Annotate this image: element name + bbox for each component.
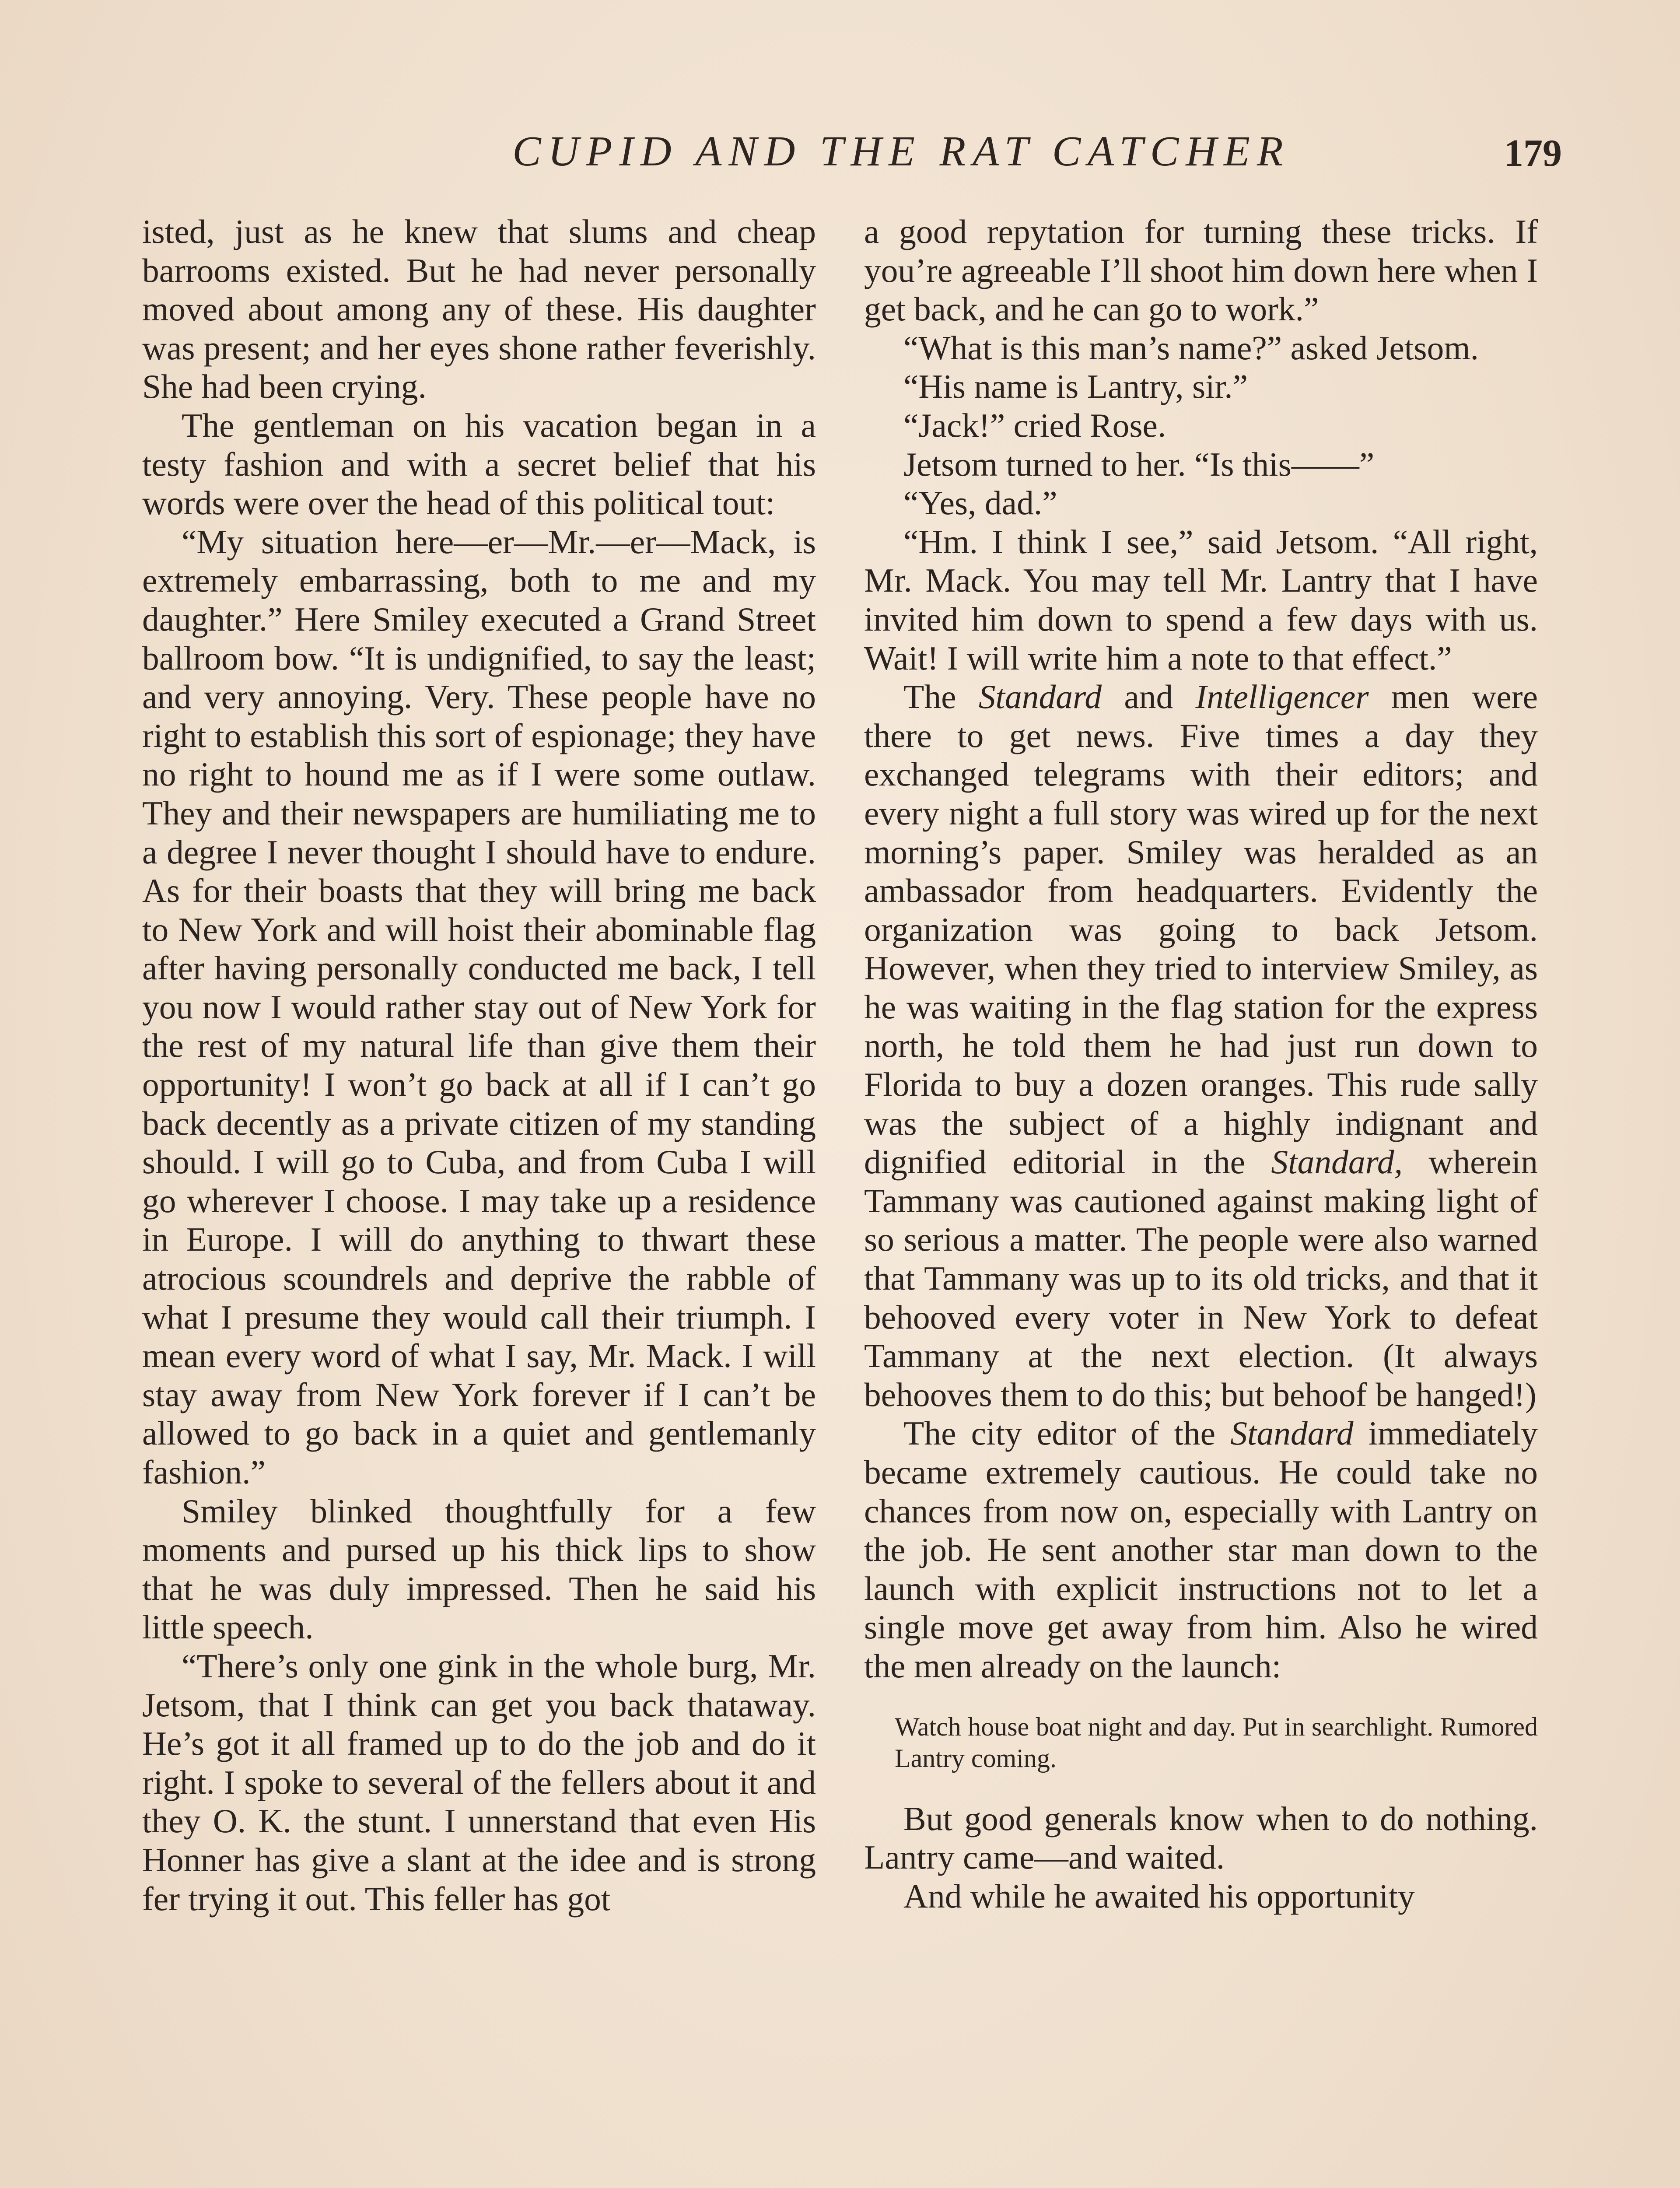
paragraph: Smiley blinked thoughtfully for a few moments and pursed up his thick lips to show that he was duly impressed. Then he said his little speech. (142, 1492, 816, 1646)
newspaper-name: Standard, (1271, 1143, 1403, 1181)
paragraph: isted, just as he knew that slums and cheap barrooms existed. But he had never personally moved about among any of these. His daughter was present; and her eyes shone rather feverishly. She had been crying. (142, 213, 816, 406)
paragraph: The gentleman on his vacation began in a testy fashion and with a secret belief that his words were over the head of this political tout: (142, 406, 816, 522)
paragraph: But good generals know when to do nothing. Lantry came—and waited. (864, 1799, 1538, 1876)
right-column (864, 212, 1538, 1915)
paragraph: “There’s only one gink in the whole burg, Mr. Jetsom, that I think can get you back thataway. He’s got it all framed up to do the job and do it right. I spoke to several of the fellers about it and they O. K. the stunt. I unnerstand that even His Honner has give a slant at the idee and is strong fer trying it out. This feller has got (142, 1647, 816, 1918)
running-title: CUPID AND THE RAT CATCHER (512, 128, 1290, 175)
paragraph: “His name is Lantry, sir.” (903, 368, 1248, 406)
newspaper-name: Intelligencer (1195, 678, 1369, 716)
text-run: men were there to get news. Five times a day they exchanged telegrams with their editors; and every night a full story was wired up for the next morning’s paper. Smiley was heralded as an ambassador from headquarters. Evidently the organization was going to back Jetsom. However, when they tried to interview Smiley, as he was waiting in the flag station for the express north, he told them he had just run down to Florida to buy a dozen oranges. This rude sally was the subject of a highly indignant and dignified editorial in the (864, 678, 1538, 1181)
newspaper-name: Standard (1230, 1414, 1354, 1452)
text-run: and (1102, 678, 1196, 716)
paragraph: Jetsom turned to her. “Is this——” (903, 445, 1375, 483)
paragraph: “My situation here—er—Mr.—er—Mack, is extremely embarrassing, both to me and my daughter.” Here Smiley executed a Grand Street ballroom bow. “It is undignified, to say the least; and very annoying. Very. These people have no right to establish this sort of espionage; they have no right to hound me as if I were some outlaw. They and their newspapers are humiliating me to a degree I never thought I should have to endure. As for their boasts that they will bring me back to New York and will hoist their abominable flag after having personally conducted me back, I tell you now I would rather stay out of New York for the rest of my natural life than give them their opportunity! I won’t go back at all if I can’t go back decently as a private citizen of my standing should. I will go to Cuba, and from Cuba I will go wherever I choose. I may take up a residence in Europe. I will do anything to thwart these atrocious scoundrels and deprive the rabble of what I presume they would call their triumph. I mean every word of what I say, Mr. Mack. I will stay away from New York forever if I can’t be allowed to go back in a quiet and gentlemanly fashion.” (142, 522, 816, 1491)
paragraph: “Yes, dad.” (903, 484, 1057, 522)
telegram-quote: Watch house boat night and day. Put in searchlight. Rumored Lantry coming. (895, 1712, 1538, 1773)
page-header (131, 127, 1575, 193)
text-run: The city editor of the (903, 1414, 1231, 1452)
paragraph (864, 677, 1538, 1414)
text-run: immediately became extremely cautious. He could take no chances from now on, especially with Lantry on the job. He sent another star man down to the launch with explicit instructions not to let a single move get away from him. Also he wired the men already on the launch: (864, 1414, 1538, 1685)
paragraph: “What is this man’s name?” asked Jetsom. (903, 329, 1479, 367)
text-run: The (903, 678, 979, 716)
text-run: wherein Tammany was cautioned against making light of so serious a matter. The people were also warned that Tammany was up to its old tricks, and that it behooved every voter in New York to defeat Tammany at the next election. (It always behooves them to do this; but behoof be hanged!) (864, 1143, 1538, 1413)
paragraph: a good repytation for turning these tricks. If you’re agreeable I’ll shoot him down here when I get back, and he can go to work.” (864, 213, 1538, 328)
paragraph: And while he awaited his opportunity (903, 1877, 1415, 1915)
paragraph: “Jack!” cried Rose. (903, 406, 1166, 444)
paragraph (864, 1414, 1538, 1685)
left-column (142, 212, 816, 1918)
page-number: 179 (1504, 132, 1562, 175)
paragraph: “Hm. I think I see,” said Jetsom. “All right, Mr. Mack. You may tell Mr. Lantry that I have invited him down to spend a few days with us. Wait! I will write him a note to that effect.” (864, 522, 1538, 677)
newspaper-name: Standard (978, 678, 1102, 716)
